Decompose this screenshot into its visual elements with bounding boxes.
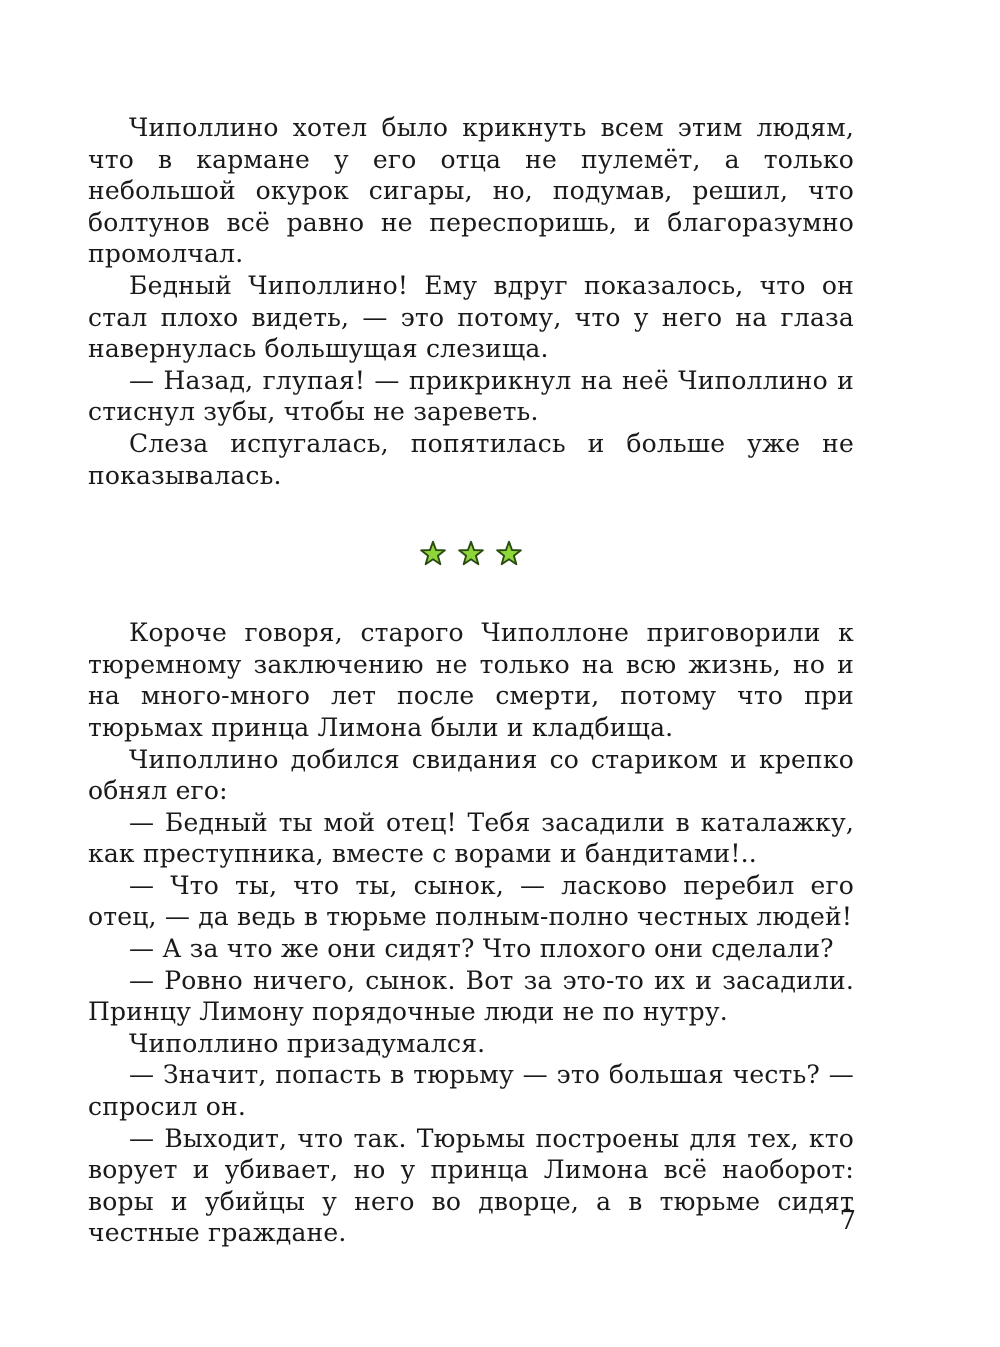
star-icon [457,540,485,568]
book-page-text [88,112,854,1249]
paragraph: Чиполлино хотел было крикнуть всем этим людям, что в кармане у его отца не пулемёт, а только небольшой окурок сигары, но, подумав, решил, что болтунов всё равно не переспоришь, и благоразумно промолчал. [88,113,854,269]
star-icon [495,540,523,568]
paragraph: Бедный Чиполлино! Ему вдруг показалось, что он стал плохо видеть, — это потому, что у него на глаза навернулась большущая слезища. [88,270,854,364]
paragraph: Чиполлино призадумался. [129,1028,486,1058]
star-icon [419,540,447,568]
paragraph: — Что ты, что ты, сынок, — ласково перебил его отец, — да ведь в тюрьме полным-полно честных людей! [88,870,854,932]
section-after-divider [88,617,854,1249]
page-number: 7 [839,1206,856,1236]
paragraph: — Значит, попасть в тюрьму — это большая честь? — спросил он. [88,1060,854,1122]
paragraph: — А за что же они сидят? Что плохого они сделали? [129,934,834,964]
section-divider [88,491,854,617]
paragraph: — Назад, глупая! — прикрикнул на неё Чиполлино и стиснул зубы, чтобы не зареветь. [88,365,854,427]
paragraph: Короче говоря, старого Чиполлоне приговорили к тюремному заключению не только на всю жизнь, но и на много-много лет после смерти, потому что при тюрьмах принца Лимона были и кладбища. [88,618,854,742]
section-before-divider [88,112,854,491]
paragraph: — Ровно ничего, сынок. Вот за это-то их и засадили. Принцу Лимону порядочные люди не по нутру. [88,965,854,1027]
paragraph: — Выходит, что так. Тюрьмы построены для тех, кто ворует и убивает, но у принца Лимона всё наоборот: воры и убийцы у него во дворце, а в тюрьме сидят честные граждане. [88,1123,854,1248]
paragraph: Слеза испугалась, попятилась и больше уже не показывалась. [88,428,854,490]
paragraph: Чиполлино добился свидания со стариком и крепко обнял его: [88,744,854,806]
paragraph: — Бедный ты мой отец! Тебя засадили в каталажку, как преступника, вместе с ворами и бандитами!.. [88,807,854,869]
